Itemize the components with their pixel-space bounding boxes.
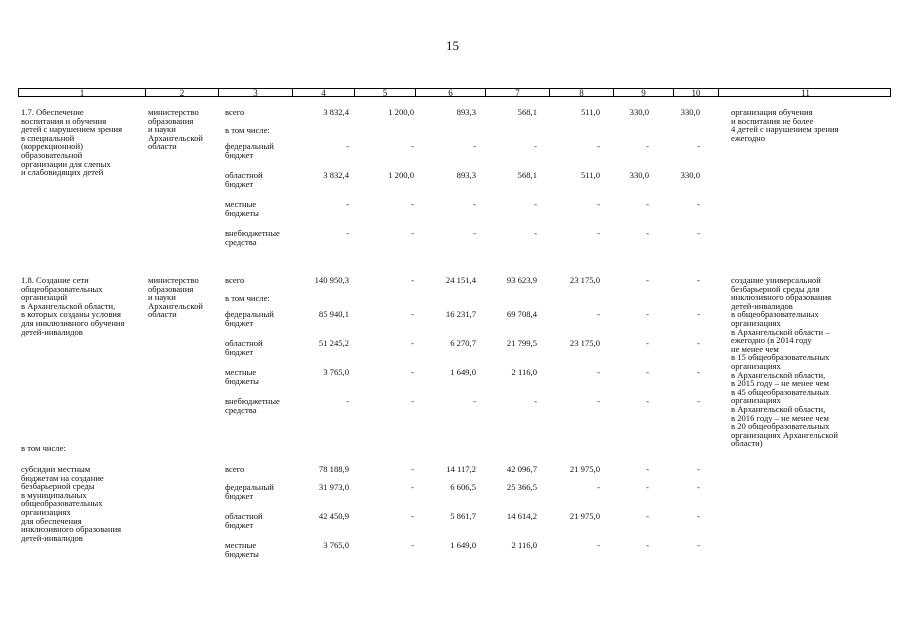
funding-source-label: федеральный бюджет (225, 141, 274, 160)
value-cell: - (646, 511, 649, 521)
value-cell: 1 649,0 (450, 367, 476, 377)
header-col-8: 8 (550, 89, 614, 96)
funding-source-label: всего (225, 107, 245, 117)
value-cell: - (646, 396, 649, 406)
value-cell: - (411, 338, 414, 348)
value-cell: - (646, 338, 649, 348)
value-cell: 23 175,0 (569, 338, 600, 348)
program-title: 1.8. Создание сети общеобразовательных организаций в Архангельской области, в которых созданы условия для инклюзивного обучения детей-инвалидов (21, 275, 125, 337)
value-cell: - (411, 464, 414, 474)
value-cell: 3 832,4 (323, 170, 349, 180)
value-cell: 6 270,7 (450, 338, 476, 348)
value-cell: 893,3 (456, 107, 476, 117)
value-cell: 23 175,0 (569, 275, 600, 285)
value-cell: 3 765,0 (323, 540, 349, 550)
header-col-6: 6 (416, 89, 486, 96)
value-cell: 1 200,0 (388, 107, 414, 117)
value-cell: 42 450,9 (318, 511, 349, 521)
value-cell: - (646, 141, 649, 151)
table-header-row (18, 88, 891, 97)
value-cell: - (697, 199, 700, 209)
value-cell: - (697, 141, 700, 151)
value-cell: 2 116,0 (511, 540, 537, 550)
value-cell: - (346, 199, 349, 209)
value-cell: - (534, 141, 537, 151)
value-cell: - (411, 228, 414, 238)
value-cell: - (597, 396, 600, 406)
value-cell: - (697, 482, 700, 492)
page-number: 15 (446, 38, 459, 53)
including-label: в том числе: (21, 443, 66, 453)
value-cell: - (473, 199, 476, 209)
subsidy-title: субсидии местным бюджетам на создание безбарьерной среды в муниципальных общеобразовательных организациях для обеспечения инклюзивного образования детей-инвалидов (21, 464, 122, 543)
value-cell: - (697, 396, 700, 406)
value-cell: - (697, 309, 700, 319)
value-cell: 24 151,4 (445, 275, 476, 285)
value-cell: - (697, 367, 700, 377)
executor: министерство образования и науки Архангельской области (148, 107, 203, 152)
value-cell: 511,0 (580, 107, 600, 117)
value-cell: 16 231,7 (445, 309, 476, 319)
value-cell: - (646, 540, 649, 550)
header-col-1: 1 (19, 89, 146, 96)
value-cell: - (597, 482, 600, 492)
funding-source-label: областной бюджет (225, 170, 263, 189)
value-cell: - (597, 141, 600, 151)
value-cell: 568,1 (517, 170, 537, 180)
value-cell: 2 116,0 (511, 367, 537, 377)
executor: министерство образования и науки Архангельской области (148, 275, 203, 320)
value-cell: - (646, 228, 649, 238)
value-cell: 21 799,5 (506, 338, 537, 348)
funding-source-label: в том числе: (225, 125, 270, 135)
program-title: 1.7. Обеспечение воспитания и обучения детей с нарушением зрения в специальной (коррекционной) образовательной организации для слепых и слабовидящих детей (21, 107, 123, 178)
value-cell: 5 861,7 (450, 511, 476, 521)
value-cell: 25 366,5 (506, 482, 537, 492)
funding-source-label: внебюджетные средства (225, 228, 280, 247)
value-cell: - (646, 482, 649, 492)
value-cell: - (473, 141, 476, 151)
funding-source-label: в том числе: (225, 293, 270, 303)
value-cell: - (411, 396, 414, 406)
value-cell: - (646, 367, 649, 377)
value-cell: 511,0 (580, 170, 600, 180)
value-cell: - (597, 309, 600, 319)
funding-source-label: областной бюджет (225, 511, 263, 530)
value-cell: - (411, 367, 414, 377)
value-cell: 14 614,2 (506, 511, 537, 521)
value-cell: - (597, 199, 600, 209)
value-cell: - (646, 464, 649, 474)
value-cell: 1 200,0 (388, 170, 414, 180)
header-col-5: 5 (355, 89, 416, 96)
header-col-9: 9 (614, 89, 674, 96)
value-cell: - (411, 309, 414, 319)
header-col-7: 7 (486, 89, 550, 96)
funding-source-label: областной бюджет (225, 338, 263, 357)
value-cell: 140 950,3 (314, 275, 349, 285)
value-cell: 1 649,0 (450, 540, 476, 550)
value-cell: 3 832,4 (323, 107, 349, 117)
value-cell: 330,0 (680, 107, 700, 117)
value-cell: - (346, 396, 349, 406)
value-cell: - (646, 199, 649, 209)
value-cell: - (646, 275, 649, 285)
value-cell: - (411, 540, 414, 550)
value-cell: - (597, 228, 600, 238)
value-cell: 93 623,9 (506, 275, 537, 285)
value-cell: 51 245,2 (318, 338, 349, 348)
value-cell: 3 765,0 (323, 367, 349, 377)
value-cell: - (411, 275, 414, 285)
value-cell: 85 940,1 (318, 309, 349, 319)
value-cell: 6 606,5 (450, 482, 476, 492)
value-cell: - (597, 540, 600, 550)
funding-source-label: всего (225, 275, 245, 285)
value-cell: - (534, 199, 537, 209)
value-cell: - (473, 228, 476, 238)
value-cell: - (697, 338, 700, 348)
value-cell: 42 096,7 (506, 464, 537, 474)
value-cell: - (697, 464, 700, 474)
header-col-11: 11 (801, 88, 810, 98)
header-col-2: 2 (146, 89, 219, 96)
value-cell: - (411, 482, 414, 492)
funding-source-label: федеральный бюджет (225, 482, 274, 501)
header-col-10: 10 (674, 89, 719, 96)
value-cell: - (697, 540, 700, 550)
funding-source-label: федеральный бюджет (225, 309, 274, 328)
value-cell: 568,1 (517, 107, 537, 117)
value-cell: 78 188,9 (318, 464, 349, 474)
value-cell: - (534, 396, 537, 406)
value-cell: - (697, 228, 700, 238)
value-cell: - (411, 141, 414, 151)
expected-result: организация обучения и воспитания не более 4 детей с нарушением зрения ежегодно (731, 107, 839, 143)
value-cell: 893,3 (456, 170, 476, 180)
value-cell: 330,0 (680, 170, 700, 180)
value-cell: 31 973,0 (318, 482, 349, 492)
value-cell: - (697, 275, 700, 285)
value-cell: 330,0 (629, 107, 649, 117)
expected-result: создание универсальной безбарьерной среды для инклюзивного образования детей-инвалидов в общеобразовательных организациях в Архангельской области – ежегодно (в 2014 году не менее чем в 15 общеобразовательных организациях в Архангельской области, в 2015 году – не менее чем в 45 общеобразовательных организациях в Архангельской области, в 2016 году – не менее чем в 20 общеобразовательных организациях Архангельской области) (731, 275, 838, 449)
value-cell: - (346, 228, 349, 238)
value-cell: - (697, 511, 700, 521)
value-cell: - (473, 396, 476, 406)
value-cell: 69 708,4 (506, 309, 537, 319)
value-cell: - (411, 199, 414, 209)
value-cell: - (534, 228, 537, 238)
value-cell: - (346, 141, 349, 151)
funding-source-label: местные бюджеты (225, 199, 259, 218)
header-col-3: 3 (219, 89, 293, 96)
funding-source-label: внебюджетные средства (225, 396, 280, 415)
value-cell: - (597, 367, 600, 377)
value-cell: 330,0 (629, 170, 649, 180)
funding-source-label: местные бюджеты (225, 367, 259, 386)
header-col-4: 4 (293, 89, 355, 96)
value-cell: 14 117,2 (446, 464, 476, 474)
funding-source-label: всего (225, 464, 245, 474)
value-cell: 21 975,0 (569, 464, 600, 474)
value-cell: - (646, 309, 649, 319)
value-cell: 21 975,0 (569, 511, 600, 521)
funding-source-label: местные бюджеты (225, 540, 259, 559)
value-cell: - (411, 511, 414, 521)
